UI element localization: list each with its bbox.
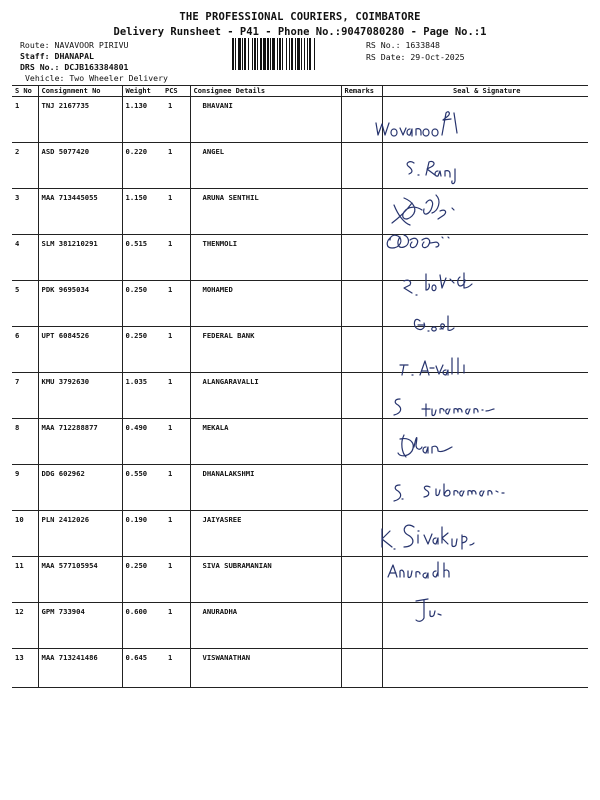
row-pcs: 1 [162, 465, 190, 511]
row-weight: 0.190 [122, 511, 162, 557]
signature-10 [394, 484, 504, 501]
signature-8 [394, 399, 494, 416]
rs-date-line [366, 52, 465, 62]
signature-11 [382, 525, 474, 549]
company-name: THE PROFESSIONAL COURIERS, COIMBATORE [179, 11, 421, 23]
route-line [20, 40, 128, 50]
row-sno: 9 [12, 465, 38, 511]
signature-2 [407, 161, 455, 183]
row-consignment-no: ASD 5077420 [38, 143, 122, 189]
row-weight: 0.515 [122, 235, 162, 281]
row-consignment-no: SLM 381210291 [38, 235, 122, 281]
row-consignee: ARUNA SENTHIL [190, 189, 341, 235]
row-sno: 8 [12, 419, 38, 465]
drs-value: DCJB163384801 [64, 62, 129, 72]
row-weight: 0.600 [122, 603, 162, 649]
rs-date-value: 29-Oct-2025 [410, 52, 465, 62]
route-label: Route: [20, 40, 50, 50]
staff-line [20, 51, 94, 61]
col-consignment-header: Consignment No [38, 86, 122, 97]
row-weight: 0.250 [122, 327, 162, 373]
row-pcs: 1 [162, 511, 190, 557]
row-consignment-no: UPT 6084526 [38, 327, 122, 373]
row-sno: 4 [12, 235, 38, 281]
row-consignment-no: TNJ 2167735 [38, 97, 122, 143]
row-weight: 0.250 [122, 557, 162, 603]
row-pcs: 1 [162, 281, 190, 327]
row-sno: 10 [12, 511, 38, 557]
row-consignee: THENMOLI [190, 235, 341, 281]
staff-value: DHANAPAL [54, 51, 94, 61]
vehicle-line [25, 73, 168, 83]
row-sno: 11 [12, 557, 38, 603]
row-pcs: 1 [162, 649, 190, 688]
row-consignee: ANGEL [190, 143, 341, 189]
row-consignment-no: MAA 712288877 [38, 419, 122, 465]
row-weight: 1.035 [122, 373, 162, 419]
vehicle-label: Vehicle: [25, 73, 65, 83]
runsheet-title: Delivery Runsheet - P41 - Phone No.:9047080280 - Page No.:1 [113, 26, 487, 38]
row-consignee: ANURADHA [190, 603, 341, 649]
signature-6 [414, 316, 454, 331]
rs-date-label: RS Date: [366, 52, 406, 62]
row-consignee: ALANGARAVALLI [190, 373, 341, 419]
row-pcs: 1 [162, 327, 190, 373]
signatures-layer [370, 95, 580, 640]
row-pcs: 1 [162, 419, 190, 465]
row-weight: 0.490 [122, 419, 162, 465]
row-sno: 5 [12, 281, 38, 327]
row-consignment-no: DDG 602962 [38, 465, 122, 511]
row-sno: 2 [12, 143, 38, 189]
signature-7 [400, 358, 464, 375]
row-sno: 6 [12, 327, 38, 373]
row-consignee: MOHAMED [190, 281, 341, 327]
signature-3 [392, 195, 454, 225]
row-weight: 0.550 [122, 465, 162, 511]
row-signature [382, 649, 588, 688]
row-sno: 12 [12, 603, 38, 649]
signature-5 [404, 273, 472, 295]
row-remarks [341, 649, 382, 688]
staff-label: Staff: [20, 51, 50, 61]
row-consignee: VISWANATHAN [190, 649, 341, 688]
row-sno: 13 [12, 649, 38, 688]
signature-13 [416, 599, 441, 621]
row-consignment-no: MAA 713445055 [38, 189, 122, 235]
row-pcs: 1 [162, 189, 190, 235]
row-weight: 1.130 [122, 97, 162, 143]
row-pcs: 1 [162, 373, 190, 419]
row-sno: 3 [12, 189, 38, 235]
row-pcs: 1 [162, 235, 190, 281]
table-row [12, 649, 588, 688]
signature-9 [398, 435, 452, 457]
drs-label: DRS No.: [20, 62, 60, 72]
vehicle-value: Two Wheeler Delivery [69, 73, 168, 83]
row-weight: 0.645 [122, 649, 162, 688]
row-weight: 0.220 [122, 143, 162, 189]
route-value: NAVAVOOR PIRIVU [54, 40, 129, 50]
row-consignee: MEKALA [190, 419, 341, 465]
signature-1 [376, 112, 457, 136]
col-sno-header: S No [12, 86, 38, 97]
row-pcs: 1 [162, 603, 190, 649]
drs-line [20, 62, 128, 72]
row-consignee: BHAVANI [190, 97, 341, 143]
row-consignment-no: PDK 9695034 [38, 281, 122, 327]
row-pcs: 1 [162, 557, 190, 603]
row-consignment-no: GPM 733904 [38, 603, 122, 649]
row-consignment-no: KMU 3792630 [38, 373, 122, 419]
col-pcs-header: PCS [162, 86, 190, 97]
row-consignee: FEDERAL BANK [190, 327, 341, 373]
row-pcs: 1 [162, 143, 190, 189]
row-weight: 1.150 [122, 189, 162, 235]
row-sno: 7 [12, 373, 38, 419]
rs-no-value: 1633848 [405, 40, 440, 50]
barcode [232, 38, 360, 70]
row-consignee: JAIYASREE [190, 511, 341, 557]
row-consignee: DHANALAKSHMI [190, 465, 341, 511]
rs-no-line [366, 40, 440, 50]
signature-12 [388, 562, 449, 578]
signature-4 [387, 235, 449, 248]
col-remarks-header: Remarks [341, 86, 382, 97]
col-weight-header: Weight [122, 86, 162, 97]
col-signature-header: Seal & Signature [382, 86, 588, 97]
rs-no-label: RS No.: [366, 40, 401, 50]
row-consignment-no: MAA 577105954 [38, 557, 122, 603]
row-weight: 0.250 [122, 281, 162, 327]
col-consignee-header: Consignee Details [190, 86, 341, 97]
row-consignment-no: PLN 2412026 [38, 511, 122, 557]
row-consignment-no: MAA 713241486 [38, 649, 122, 688]
row-consignee: SIVA SUBRAMANIAN [190, 557, 341, 603]
row-sno: 1 [12, 97, 38, 143]
row-pcs: 1 [162, 97, 190, 143]
